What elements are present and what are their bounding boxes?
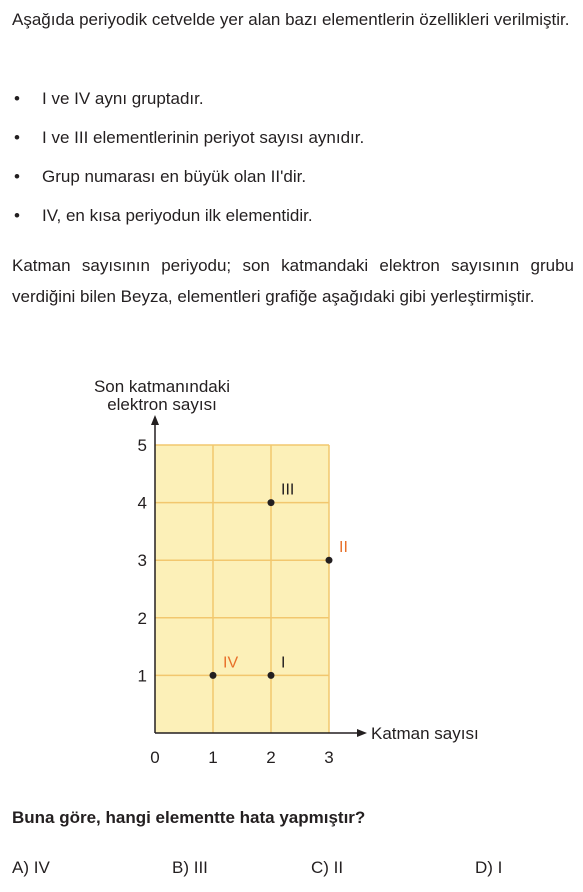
point-label: II	[339, 539, 348, 557]
property-list	[12, 82, 572, 238]
x-axis-arrow-icon	[357, 729, 367, 737]
bullet-text: I ve IV aynı gruptadır.	[42, 89, 204, 108]
bullet-text: Grup numarası en büyük olan II'dir.	[42, 167, 307, 186]
x-tick-label: 1	[208, 748, 218, 767]
bullet-icon: •	[14, 128, 20, 147]
x-tick-label: 2	[266, 748, 276, 767]
point-label: III	[281, 481, 295, 499]
y-tick-label: 4	[137, 493, 147, 513]
intro-text: Aşağıda periyodik cetvelde yer alan bazı elementlerin özellikleri verilmiştir.	[12, 10, 570, 29]
bullet-icon: •	[14, 89, 20, 108]
y-tick-label: 2	[137, 608, 147, 628]
list-item	[12, 160, 572, 199]
data-point	[268, 672, 275, 679]
answer-options	[12, 858, 572, 882]
y-tick-label: 1	[137, 666, 147, 686]
option-a[interactable]: A) IV	[12, 858, 50, 877]
y-tick-label: 3	[137, 551, 147, 571]
x-tick-label: 3	[324, 748, 334, 767]
bullet-text: IV, en kısa periyodun ilk elementidir.	[42, 206, 313, 225]
list-item	[12, 121, 572, 160]
point-label: IV	[223, 654, 239, 672]
y-axis-label: elektron sayısı	[107, 395, 217, 414]
data-point	[326, 557, 333, 564]
data-point	[210, 672, 217, 679]
data-point	[268, 499, 275, 506]
bullet-text: I ve III elementlerinin periyot sayısı aynıdır.	[42, 128, 365, 147]
description-paragraph: Katman sayısının periyodu; son katmandaki elektron sayısının grubu verdiğini bilen Beyza, elementleri grafiğe aşağıdaki gibi yerleştirmiştir.	[12, 256, 574, 306]
point-label: I	[281, 654, 286, 672]
bullet-icon: •	[14, 206, 20, 225]
option-c[interactable]: C) II	[311, 858, 344, 877]
list-item	[12, 199, 572, 238]
plot-area	[155, 445, 329, 733]
y-axis-arrow-icon	[151, 415, 159, 425]
option-b[interactable]: B) III	[172, 858, 208, 877]
y-tick-label: 5	[137, 436, 147, 455]
list-item	[12, 82, 572, 121]
y-axis-label: Son katmanındaki	[93, 377, 231, 396]
question-text: Buna göre, hangi elementte hata yapmıştır?	[12, 808, 366, 827]
x-axis-label: Katman sayısı	[371, 724, 479, 743]
scatter-chart	[0, 360, 583, 780]
option-d[interactable]: D) I	[475, 858, 503, 877]
origin-label: 0	[150, 748, 160, 767]
bullet-icon: •	[14, 167, 20, 186]
